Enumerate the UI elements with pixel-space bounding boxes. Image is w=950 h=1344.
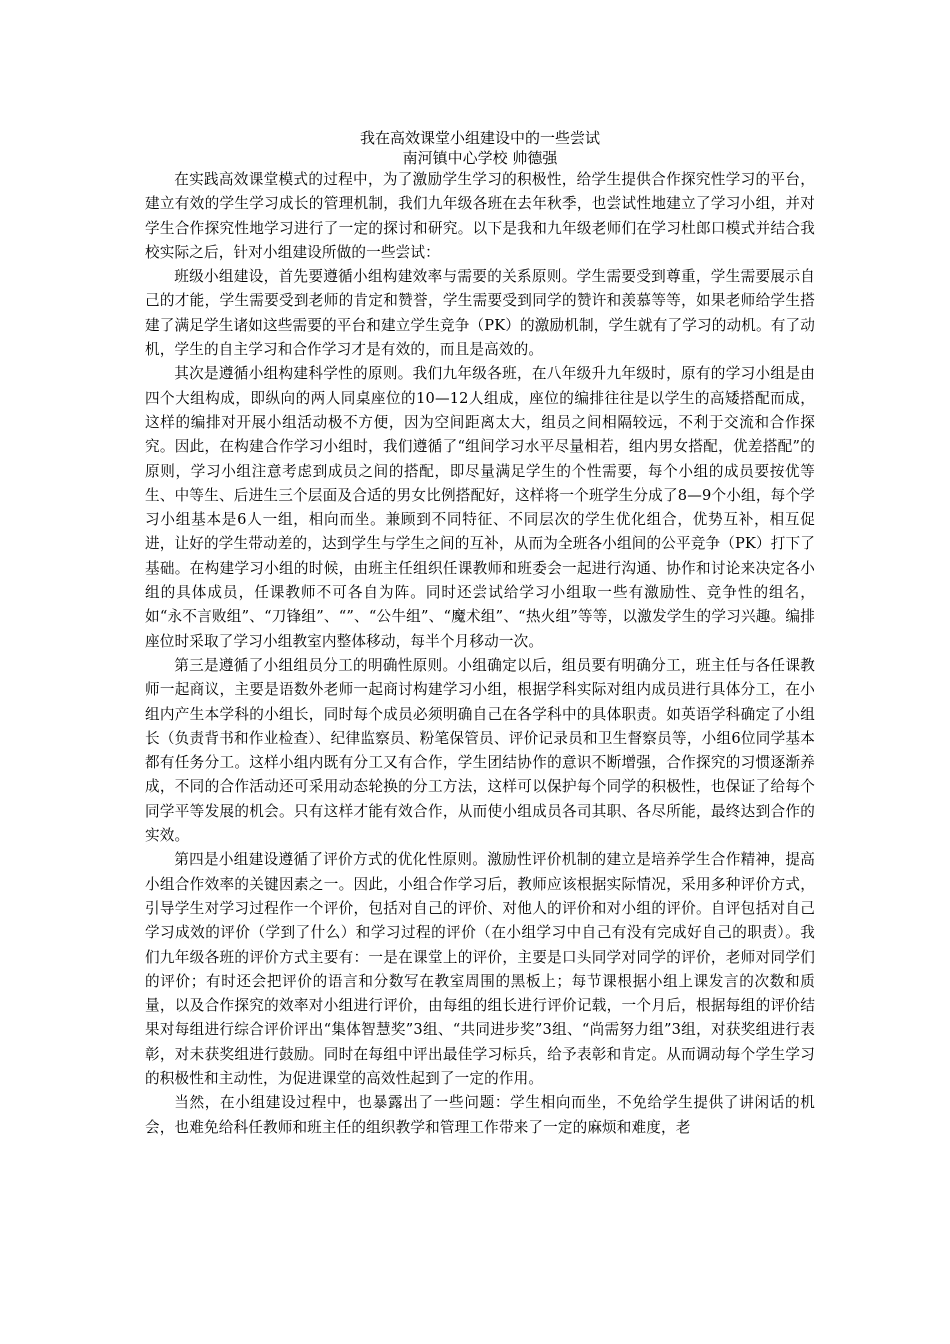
document-page [145,128,815,1140]
paragraph-principle-3: 第三是遵循了小组组员分工的明确性原则。小组确定以后，组员要有明确分工，班主任与各任课教师一起商议，主要是语数外老师一起商讨构建学习小组，根据学科实际对组内成员进行具体分工，在小组内产生本学科的小组长，同时每个成员必须明确自己在各学科中的具体职责。如英语学科确定了小组长（负责背书和作业检查）、纪律监察员、粉笔保管员、评价记录员和卫生督察员等，小组6位同学基本都有任务分工。这样小组内既有分工又有合作，学生团结协作的意识不断增强，合作探究的习惯逐渐养成，不同的合作活动还可采用动态轮换的分工方法，这样可以保护每个同学的积极性，也保证了给每个同学平等发展的机会。只有这样才能有效合作，从而使小组成员各司其职、各尽所能，最终达到合作的实效。 [145,656,815,845]
paragraph-intro: 在实践高效课堂模式的过程中，为了激励学生学习的积极性，给学生提供合作探究性学习的平台，建立有效的学生学习成长的管理机制，我们九年级各班在去年秋季，也尝试性地建立了学习小组，并对学生合作探究性地学习进行了一定的探讨和研究。以下是我和九年级老师们在学习杜郎口模式并结合我校实际之后，针对小组建设所做的一些尝试： [145,171,815,261]
paragraph-principle-4: 第四是小组建设遵循了评价方式的优化性原则。激励性评价机制的建立是培养学生合作精神，提高小组合作效率的关键因素之一。因此，小组合作学习后，教师应该根据实际情况，采用多种评价方式，引导学生对学习过程作一个评价，包括对自己的评价、对他人的评价和对小组的评价。自评包括对自己学习成效的评价（学到了什么）和学习过程的评价（在小组学习中自己有没有完成好自己的职责）。我们九年级各班的评价方式主要有：一是在课堂上的评价，主要是口头同学对同学的评价，老师对同学们的评价；有时还会把评价的语言和分数写在教室周围的黑板上；每节课根据小组上课发言的次数和质量，以及合作探究的效率对小组进行评价，由每组的组长进行评价记载，一个月后，根据每组的评价结果对每组进行综合评价评出“集体智慧奖”3组、“共同进步奖”3组、“尚需努力组”3组，对获奖组进行表彰，对未获奖组进行鼓励。同时在每组中评出最佳学习标兵，给予表彰和肯定。从而调动每个学生学习的积极性和主动性，为促进课堂的高效性起到了一定的作用。 [145,851,815,1087]
author-line: 南河镇中心学校 帅德强 [402,149,558,167]
paragraph-problems: 当然，在小组建设过程中，也暴露出了一些问题：学生相向而坐，不免给学生提供了讲闲话的机会，也难免给科任教师和班主任的组织教学和管理工作带来了一定的麻烦和难度，老 [145,1094,815,1136]
paragraph-principle-2: 其次是遵循小组构建科学性的原则。我们九年级各班，在八年级升九年级时，原有的学习小组是由四个大组构成，即纵向的两人同桌座位的10—12人组成，座位的编排往往是以学生的高矮搭配而成，这样的编排对开展小组活动极不方便，因为空间距离太大，组员之间相隔较远，不利于交流和合作探究。因此，在构建合作学习小组时，我们遵循了“组间学习水平尽量相若，组内男女搭配，优差搭配”的原则，学习小组注意考虑到成员之间的搭配，即尽量满足学生的个性需要，每个小组的成员要按优等生、中等生、后进生三个层面及合适的男女比例搭配好，这样将一个班学生分成了8—9个小组，每个学习小组基本是6人一组，相向而坐。兼顾到不同特征、不同层次的学生优化组合，优势互补，相互促进，让好的学生带动差的，达到学生与学生之间的互补，从而为全班各小组间的公平竞争（PK）打下了基础。在构建学习小组的时候，由班主任组织任课教师和班委会一起进行沟通、协作和讨论来决定各小组的具体成员，任课教师不可各自为阵。同时还尝试给学习小组取一些有激励性、竞争性的组名，如“永不言败组”、“刀锋组”、“”、“公牛组”、“魔术组”、“热火组”等等，以激发学生的学习兴趣。编排座位时采取了学习小组教室内整体移动，每半个月移动一次。 [145,365,815,650]
document-title: 我在高效课堂小组建设中的一些尝试 [359,129,600,147]
paragraph-principle-1: 班级小组建设，首先要遵循小组构建效率与需要的关系原则。学生需要受到尊重，学生需要展示自己的才能，学生需要受到老师的肯定和赞誉，学生需要受到同学的赞许和羡慕等等，如果老师给学生搭建了满足学生诸如这些需要的平台和建立学生竞争（PK）的激励机制，学生就有了学习的动机。有了动机，学生的自主学习和合作学习才是有效的，而且是高效的。 [145,268,815,359]
